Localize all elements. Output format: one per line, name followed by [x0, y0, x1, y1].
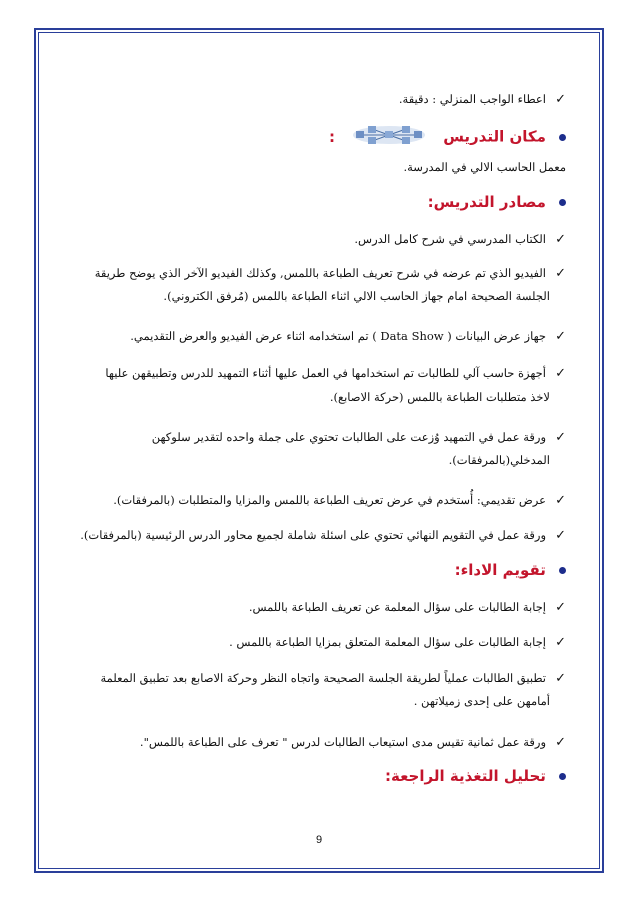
homework-line: [76, 88, 566, 107]
checkmark-icon: ✓: [555, 528, 566, 543]
source-text: ورقة عمل في التمهيد وُزعت على الطالبات تحتوي على جملة واحده لتقدير سلوكهن: [151, 430, 546, 444]
list-item: [76, 362, 566, 381]
bullet-icon: [559, 567, 566, 574]
source-text: أجهزة حاسب آلي للطالبات تم استخدامها في العمل عليها أثناء التمهيد للدرس وتطبيقهن عليها: [105, 366, 546, 380]
eval-text: ورقة عمل ثمانية تقيس مدى استيعاب الطالبات لدرس " تعرف على الطباعة باللمس".: [139, 735, 546, 749]
page-number: 9: [315, 834, 323, 846]
source-text: الكتاب المدرسي في شرح كامل الدرس.: [354, 232, 546, 246]
eval-heading-line: [76, 560, 566, 579]
source-text: لاخذ متطلبات الطباعة باللمس (حركة الاصابع).: [329, 390, 550, 404]
checkmark-icon: ✓: [555, 671, 566, 686]
list-item: [76, 524, 566, 543]
checkmark-icon: ✓: [555, 635, 566, 650]
list-item: [76, 667, 566, 686]
sources-heading-line: [76, 192, 566, 211]
list-item: [76, 489, 566, 508]
eval-text: أمامهن على إحدى زميلاتهن .: [413, 694, 550, 708]
list-item: [76, 731, 566, 750]
checkmark-icon: ✓: [555, 430, 566, 445]
source-text: ورقة عمل في التقويم النهائي تحتوي على اسئلة شاملة لجميع محاور الدرس الرئيسية (بالمرفقات).: [80, 528, 546, 542]
list-item: [76, 325, 566, 344]
checkmark-icon: ✓: [555, 329, 566, 344]
feedback-heading-line: [76, 766, 566, 785]
checkmark-icon: ✓: [555, 493, 566, 508]
checkmark-icon: ✓: [555, 232, 566, 247]
place-text-line: [76, 156, 566, 175]
list-item: [76, 228, 566, 247]
eval-heading: تقويم الاداء:: [454, 561, 546, 579]
checkmark-icon: ✓: [555, 735, 566, 750]
checkmark-icon: ✓: [555, 92, 566, 107]
checkmark-icon: ✓: [555, 266, 566, 281]
bullet-icon: [559, 773, 566, 780]
source-text: جهاز عرض البيانات ( Data Show ) تم استخدامه اثناء عرض الفيديو والعرض التقديمي.: [130, 329, 546, 343]
eval-text: إجابة الطالبات على سؤال المعلمة عن تعريف الطباعة باللمس.: [248, 600, 546, 614]
checkmark-icon: ✓: [555, 366, 566, 381]
eval-text: تطبيق الطالبات عملياً لطريقة الجلسة الصحيحة واتجاه النظر وحركة الاصابع بعد تطبيق المعلمة: [100, 671, 546, 685]
bullet-icon: [559, 199, 566, 206]
source-text: المدخلي(بالمرفقات).: [448, 453, 550, 467]
place-heading: مكان التدريس: [443, 127, 546, 146]
list-item: [76, 426, 566, 445]
checkmark-icon: ✓: [555, 600, 566, 615]
homework-text: اعطاء الواجب المنزلي : دقيقة.: [398, 92, 546, 106]
feedback-heading: تحليل التغذية الراجعة:: [385, 767, 546, 785]
place-text: معمل الحاسب الالي في المدرسة.: [403, 160, 566, 174]
place-colon: :: [329, 127, 336, 146]
list-item: [76, 596, 566, 615]
network-icon: [350, 124, 428, 150]
source-text: الفيديو الذي تم عرضه في شرح تعريف الطباعة باللمس, وكذلك الفيديو الآخر الذي يوضح طريقة: [94, 266, 546, 280]
bullet-icon: [559, 134, 566, 141]
list-item: [76, 262, 566, 281]
source-text: عرض تقديمي: أُستخدم في عرض تعريف الطباعة باللمس والمزايا والمتطلبات (بالمرفقات).: [113, 493, 546, 507]
place-heading-line: [76, 124, 566, 150]
eval-text: إجابة الطالبات على سؤال المعلمة المتعلق بمزايا الطباعة باللمس .: [229, 635, 546, 649]
list-item: [76, 631, 566, 650]
sources-heading: مصادر التدريس:: [427, 193, 546, 211]
source-text: الجلسة الصحيحة امام جهاز الحاسب الالي اثناء الطباعة باللمس (مُرفق الكتروني).: [163, 289, 550, 303]
